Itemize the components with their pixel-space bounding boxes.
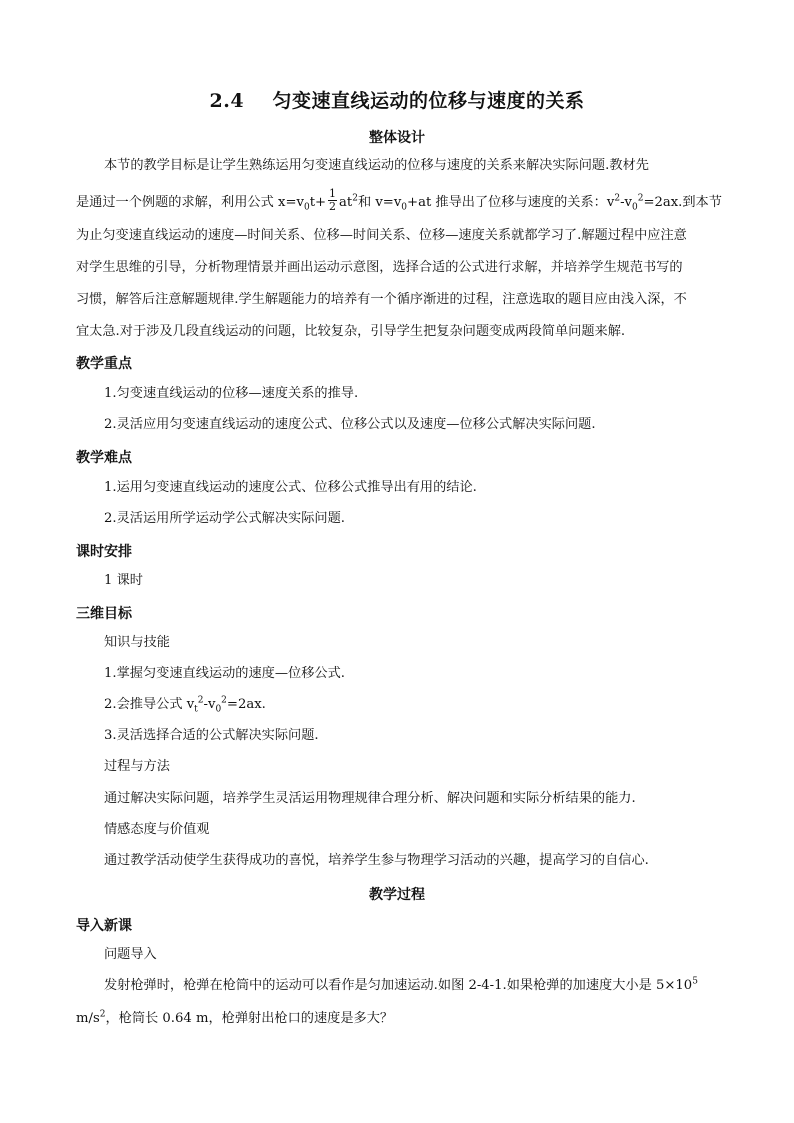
intro-line-5: 习惯，解答后注意解题规律.学生解题能力的培养有一个循序渐进的过程，注意选取的题目应由浅入深，不	[76, 292, 687, 307]
intro-text: 和 v=v	[357, 195, 402, 210]
intro-text: 是通过一个例题的求解，利用公式 x=v	[76, 195, 304, 210]
schedule-heading: 课时安排	[76, 544, 132, 560]
fraction-numerator: 1	[329, 187, 337, 200]
key-point-2: 2.灵活应用匀变速直线运动的速度公式、位移公式以及速度—位移公式解决实际问题.	[104, 417, 596, 432]
objective-subheading-process: 过程与方法	[104, 759, 170, 774]
intro-line-6: 宜太急.对于涉及几段直线运动的问题，比较复杂，引导学生把复杂问题变成两段简单问题来解.	[76, 324, 626, 339]
intro-line-1: 本节的教学目标是让学生熟练运用匀变速直线运动的位移与速度的关系来解决实际问题.教材先	[104, 158, 649, 173]
page-title: 2.4 匀变速直线运动的位移与速度的关系	[209, 90, 585, 112]
fraction-denominator: 2	[329, 200, 337, 213]
objectives-heading: 三维目标	[76, 606, 132, 622]
question-text: 发射枪弹时，枪弹在枪筒中的运动可以看作是匀加速运动.如图 2-4-1.如果枪弹的加速度大小是 5×10	[104, 978, 693, 993]
objective-subheading-attitude: 情感态度与价值观	[104, 822, 210, 837]
overall-design-heading: 整体设计	[369, 130, 425, 146]
intro-line-4: 对学生思维的引导，分析物理情景并画出运动示意图，选择合适的公式进行求解，并培养学生规范书写的	[76, 260, 683, 275]
superscript: 5	[692, 976, 698, 987]
objective-text: 2.会推导公式 v	[104, 697, 195, 712]
question-line-2	[76, 1010, 393, 1028]
objective-text: =2ax.	[226, 697, 266, 712]
intro-text: =2ax.到本节	[643, 195, 722, 210]
objective-process-1: 通过解决实际问题，培养学生灵活运用物理规律合理分析、解决问题和实际分析结果的能力.	[104, 791, 636, 806]
fraction	[328, 188, 337, 213]
superscript: 2	[221, 695, 227, 706]
difficulties-heading: 教学难点	[76, 450, 132, 466]
intro-text: at	[339, 195, 353, 210]
objective-attitude-1: 通过教学活动使学生获得成功的喜悦，培养学生参与物理学习活动的兴趣，提高学习的自信心.	[104, 853, 649, 868]
subscript: 0	[215, 704, 222, 715]
intro-lesson-subheading: 问题导入	[104, 947, 157, 962]
subscript: 0	[631, 202, 638, 213]
subscript: t	[194, 704, 198, 715]
intro-line-2	[76, 187, 722, 215]
objective-text: -v	[203, 697, 216, 712]
question-text: m/s	[76, 1011, 100, 1026]
difficulty-2: 2.灵活运用所学运动学公式解决实际问题.	[104, 511, 345, 526]
superscript: 2	[352, 193, 358, 204]
subscript: 0	[303, 202, 310, 213]
superscript: 2	[99, 1009, 106, 1020]
subscript: 0	[401, 202, 408, 213]
objective-subheading-knowledge: 知识与技能	[104, 635, 170, 650]
question-line-1	[104, 977, 698, 995]
superscript: 2	[614, 193, 621, 204]
key-points-heading: 教学重点	[76, 356, 132, 372]
intro-text: -v	[620, 195, 632, 210]
intro-line-3: 为止匀变速直线运动的速度—时间关系、位移—时间关系、位移—速度关系就都学习了.解题过程中应注意	[76, 228, 687, 243]
intro-lesson-heading: 导入新课	[76, 918, 132, 934]
process-heading: 教学过程	[369, 887, 425, 903]
intro-text: +at 推导出了位移与速度的关系：v	[407, 195, 615, 210]
intro-text: t+	[309, 195, 327, 210]
key-point-1: 1.匀变速直线运动的位移—速度关系的推导.	[104, 386, 359, 401]
superscript: 2	[197, 695, 204, 706]
objective-knowledge-2	[104, 696, 266, 714]
objective-knowledge-1: 1.掌握匀变速直线运动的速度—位移公式.	[104, 666, 345, 681]
objective-knowledge-3: 3.灵活选择合适的公式解决实际问题.	[104, 728, 319, 743]
schedule-value: 1 课时	[104, 573, 143, 588]
difficulty-1: 1.运用匀变速直线运动的速度公式、位移公式推导出有用的结论.	[104, 480, 477, 495]
superscript: 2	[637, 193, 644, 204]
question-text: ，枪筒长 0.64 m，枪弹射出枪口的速度是多大？	[105, 1011, 394, 1026]
